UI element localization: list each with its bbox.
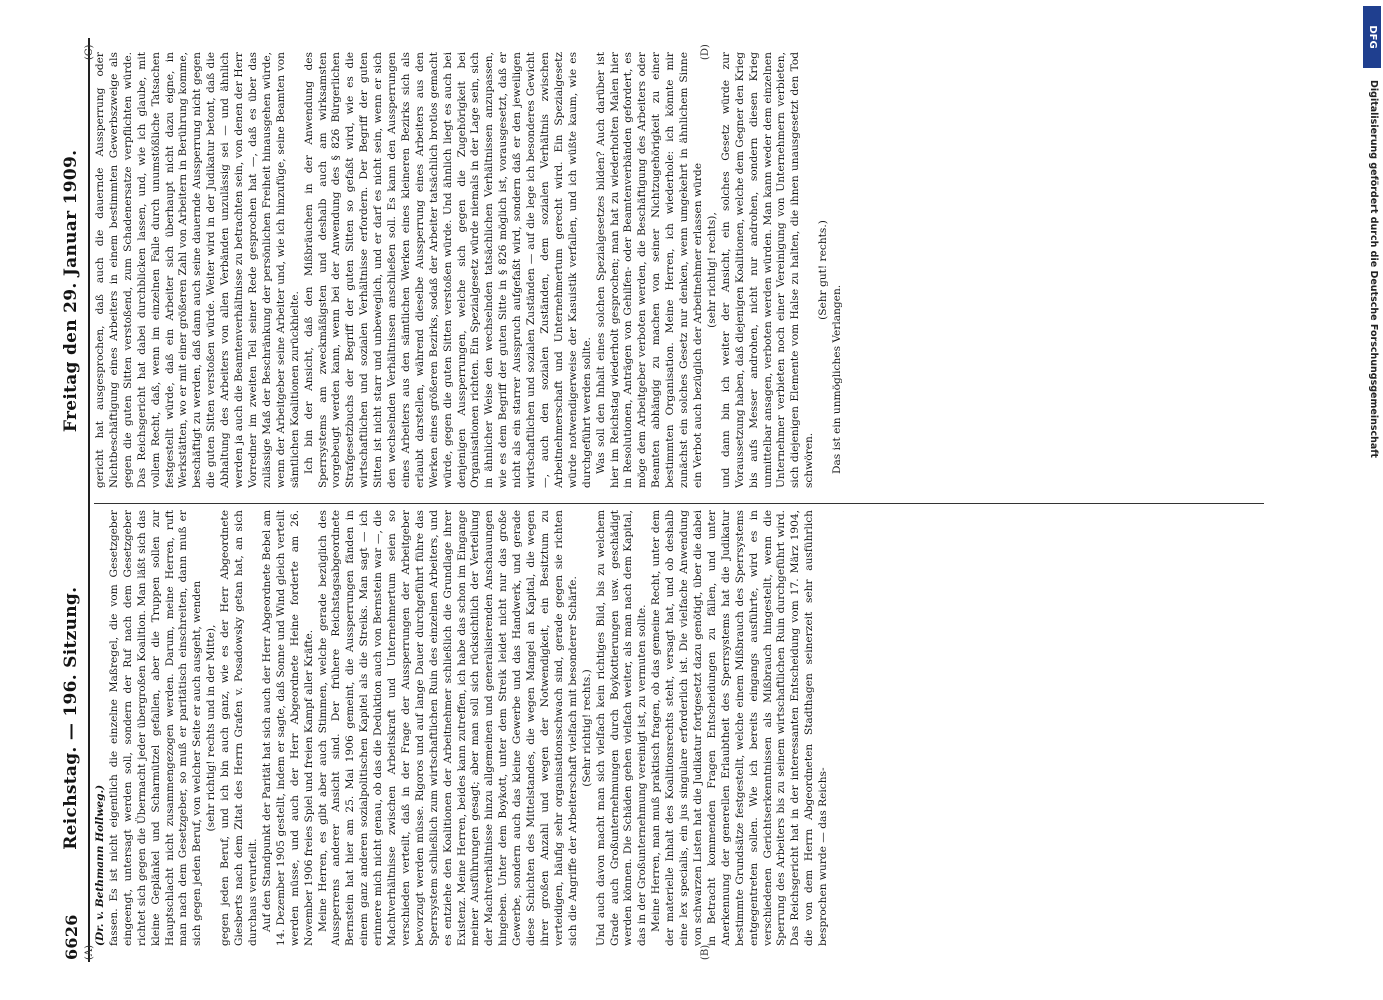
interjection: (Sehr richtig! rechts.)	[580, 669, 593, 787]
paragraph: Meine Herren, es gibt aber auch Stimmen, welche gerade bezüglich des Aussperrens anderer Ansicht sind. Der frühere Reichstagsabgeordnete Bernstein hat hier am 25. Mai 1906 gemeint, die Aussperrungen fänden in einem ganz anderen sozialpolitischen Kapitel als die Streiks. Man sagt — ich erinnere mich nicht genau, ob das die Deduktion auch von Bernstein war —, die Machtverhältnisse zwischen Arbeitskraft und Unternehmertum seien so verschieden verteilt, daß in der Frage der Aussperrungen der Arbeitgeber bevorzugt werden müsse. Rigoros und auf lange Dauer durchgeführt führe das Sperrsystem schließlich zum wirtschaftlichen Ruin des einzelnen Arbeiters, und es entziehe den Koalitionen der Arbeitnehmer schließlich die Grundlage ihrer Existenz. Meine Herren, beides kann zutreffen, ich habe das schon im Eingange meiner Ausführungen gesagt; aber man soll sich rücksichtlich der Verteilung der Machtverhältnisse hinzu allgemeinen und generalisierenden Anschauungen hingeben. Unter dem Boykott, unter dem Streik leidet nicht nur das große Gewerbe, sondern auch das kleine Gewerbe und das Handwerk, und gerade diese Schichten des Mittelstandes, die wegen Mangel an Kapital, die wegen ihrer großen Anzahl und wegen der Notwendigkeit, ein Besitztum zu verteidigen, häufig sehr organisationsschwach sind, gerade gegen sie richten sich die Angriffe der Arbeiterschaft vielfach mit besonderer Schärfe.	[316, 510, 579, 946]
speaker-name: (Dr. v. Bethmann Hollweg.)	[94, 784, 106, 946]
margin-marker-a: (A)	[84, 944, 95, 960]
interjection: (sehr richtig! rechts),	[705, 212, 718, 328]
header-rule	[88, 38, 90, 962]
dfg-logo	[1363, 6, 1381, 68]
dfg-logo-text: DFG	[1367, 25, 1378, 49]
paragraph: Meine Herren, man muß praktisch fragen, ob das gemeine Recht, unter dem der materielle Inhalt des Koalitionsrechts steht, versagt hat, und ob deshalb eine lex specialis, ein jus singulare erforderlich ist. Die vielfache Anwendung von schwarzen Listen hat die Judikatur fortgesetzt dazu genötigt, über die dabei in Betracht kommenden Fragen Entscheidungen zu fällen, und unter Anerkennung der generellen Erlaubtheit des Sperrsystems hat die Judikatur bestimmte Grundsätze festgestellt, welche einem Mißbrauch des Sperrsystems entgegentreten sollen. Wie ich bereits eingangs ausführte, wird es in verschiedenen Gerichtserkenntnissen als Mißbrauch hingestellt, wenn die Sperrung des Arbeiters bis zu seinem wirtschaftlichen Ruin durchgeführt wird. Das Reichsgericht hat in der interessanten Entscheidung vom 17. März 1904, die von dem Herrn Abgeordneten Stadthagen seinerzeit sehr ausführlich besprochen wurde — das Reichs-	[650, 510, 830, 946]
interjection: (sehr richtig! rechts und in der Mitte),	[205, 624, 218, 832]
margin-marker-c: (C)	[84, 44, 95, 60]
digitization-credit	[1366, 80, 1380, 960]
paragraph: Ich bin der Ansicht, daß den Mißbräuchen in der Anwendung des Sperrsystems am zweckmäßigsten und deshalb auch am wirksamsten vorgebeugt werden kann, wenn bei der Anwendung des § 826 Bürgerlichen Strafgesetzbuchs der Begriff der guten Sitten so gefaßt wird, wie es die wirtschaftlichen und sozialen Verhältnisse erfordern. Der Begriff der guten Sitten ist nicht starr und unbeweglich, und er darf es nicht sein, wenn er sich den wechselnden Verhältnissen anschließen soll. Es kann den Aussperrungen eines Arbeiters aus den sämtlichen Werken eines kleineren Bezirks sich als erlaubt darstellen, während dieselbe Aussperrung eines Arbeiters aus den Werken eines größeren Bezirks, sodaß der Arbeiter tatsächlich brotlos gemacht würde, gegen die guten Sitten verstoßen würde. Und ähnlich liegt es auch bei denjenigen Aussperrungen, welche sich gegen die Zugehörigkeit bei Organisationen richten. Ein Spezialgesetz würde niemals in der Lage sein, sich in ähnlicher Weise den wechselnden tatsächlichen Verhältnissen anzupassen, wie es dem Begriff der guten Sitte in § 826 möglich ist, vorausgesetzt, daß er nicht als ein starrer Ausspruch aufgefaßt wird, sondern daß er den jeweiligen wirtschaftlichen und sozialen Zuständen — auf die lege ich besonderes Gewicht —, auch den sozialen Zuständen, dem sozialen Verhältnis zwischen Arbeitnehmerschaft und Unternehmertum gerecht wird. Ein Spezialgesetz würde notwendigerweise der Kasuistik verfallen, und ich wüßte kaum, wie es durchgeführt werden sollte.	[302, 52, 593, 488]
page-number: 6626	[61, 914, 81, 960]
paragraph: Was soll den Inhalt eines solchen Spezialgesetzes bilden? Auch darüber ist hier im Reichstag wiederholt gesprochen; man hat zu wiederholten Malen hier in Resolutionen, Anträgen von Gehilfen- oder Beamtenverbänden gefordert, es möge dem Arbeitgeber verboten werden, die Beschäftigung des Arbeiters oder Beamten abhängig zu machen von seiner Nichtzugehörigkeit zu einer bestimmten Organisation. Meine Herren, ich wiederhole: ich könnte mir zunächst ein solches Gesetz nur denken, wenn umgekehrt in ähnlichem Sinne ein Verbot auch bezüglich der Arbeitnehmer erlassen würde	[594, 52, 704, 488]
paragraph: Und auch davon macht man sich vielfach kein richtiges Bild, bis zu welchem Grade auch Großunternehmungen durch Boykottierungen usw. geschädigt werden können. Die Schäden gehen vielfach weiter, als man nach dem Kapital, das in der Großunternehmung vereinigt ist, zu vermuten sollte.	[594, 510, 649, 946]
paragraph: fassen. Es ist nicht eigentlich die einzelne Maßregel, die vom Gesetzgeber eingeengt, untersagt werden soll, sondern der Ruf nach dem Gesetzgeber richtet sich gegen die Übermacht jeder übergroßen Koalition. Man läßt sich das kleine Geplänkel und Scharmützel gefallen, aber die Truppen sollen zur Hauptschlacht nicht zusammengezogen werden. Darum, meine Herren, ruft man nach dem Gesetzgeber, so muß er paritätisch einschreiten, dann muß er sich gegen jeden Beruf, von welcher Seite er auch ausgeht, wenden	[107, 510, 204, 946]
paragraph: gericht hat ausgesprochen, daß auch die dauernde Aussperrung oder Nichtbeschäftigung eines Arbeiters in einem bestimmten Gewerbszweige als gegen die guten Sitten verstoßend, zum Schadenersatze verpflichten würde. Das Reichsgericht hat dabei durchblicken lassen, und, wie ich glaube, mit vollem Recht, daß, wenn im einzelnen Falle durch unumstößliche Tatsachen festgestellt würde, daß ein Arbeiter sich überhaupt nicht dazu eigne, in Werkstätten, wo er mit einer größeren Zahl von Arbeitern in Berührung komme, beschäftigt zu werden, daß dann auch seine dauernde Aussperrung nicht gegen die guten Sitten verstoßen würde. Weiter wird in der Judikatur betont, daß die Abhaltung des Arbeiters von allen Verbänden unzulässig sei — und ähnlich werden ja auch die Beamtenverhältnisse zu betrachten sein, von denen der Herr Vorredner im zweiten Teil seiner Rede gesprochen hat —, daß es über das zulässige Maß der Beschränkung der persönlichen Freiheit hinausgehen würde, wenn der Arbeitgeber seine Arbeiter und, wie ich hinzufüge, seine Beamten von sämtlichen Koalitionen zurückhielte.	[94, 52, 301, 488]
paragraph: Auf den Standpunkt der Parität hat sich auch der Herr Abgeordnete Bebel am 14. Dezember 1905 gestellt, indem er sagte, daß Sonne und Wind gleich verteilt werden müsse, und auch der Herr Abgeordnete Heine forderte am 26. November 1906 freies Spiel und freien Kampf aller Kräfte.	[260, 510, 315, 946]
interjection: (Sehr gut! rechts.)	[817, 220, 830, 320]
margin-marker-b: (B)	[700, 944, 711, 960]
credit-text: Digitalisierung gefördert durch die Deutsche Forschungsgemeinschaft	[1368, 80, 1379, 458]
paragraph: gegen jeden Beruf, und ich bin auch ganz, wie es der Herr Abgeordnete Giesberts nach dem Zitat des Herrn Grafen v. Posadowsky getan hat, an sich durchaus verurteilt.	[219, 510, 259, 946]
paragraph: Das ist ein unmögliches Verlangen.	[831, 284, 844, 474]
right-text-column	[94, 52, 1284, 488]
column-divider	[94, 503, 1264, 504]
left-text-column	[94, 510, 1284, 946]
session-date: Freitag den 29. Januar 1909.	[61, 149, 81, 433]
page-header	[58, 40, 84, 960]
paragraph: und dann bin ich weiter der Ansicht, ein solches Gesetz würde zur Voraussetzung haben, daß diejenigen Koalitionen, welche dem Gegner den Krieg bis aufs Messer androhen, nicht nur androhen, sondern diesen Krieg unmittelbar ansagen, verboten werden würden. Man kann weder dem einzelnen Unternehmer verbieten noch einer Vereinigung von Unternehmern verbieten, sich diejenigen Elemente vom Halse zu halten, die ihnen unausgesetzt den Tod schwören.	[719, 52, 816, 488]
session-title: Reichstag. — 196. Sitzung.	[61, 586, 81, 850]
margin-marker-d: (D)	[700, 44, 711, 60]
